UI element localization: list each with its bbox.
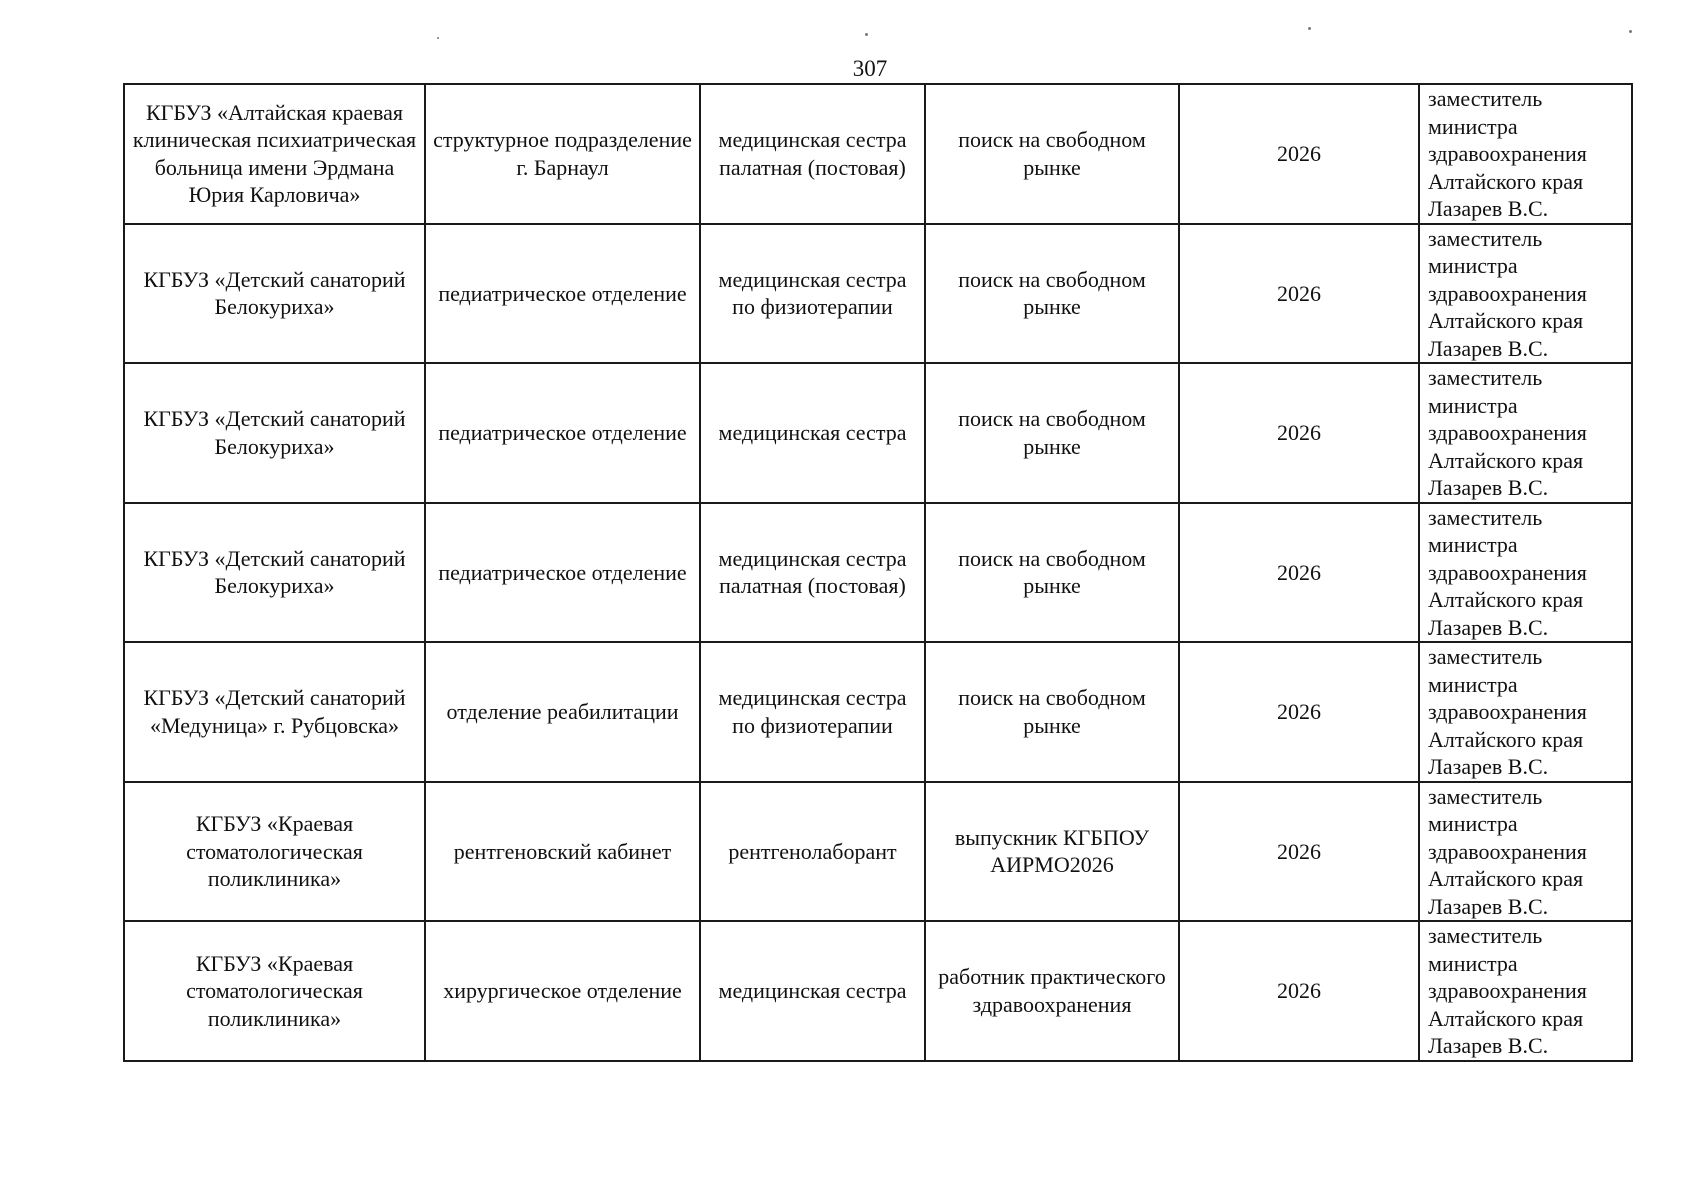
department-cell	[425, 224, 700, 364]
scan-speck	[1308, 27, 1311, 30]
year-text: 2026	[1277, 699, 1321, 724]
source-text: выпускник КГБПОУ АИРМО2026	[954, 824, 1150, 878]
department-cell	[425, 642, 700, 782]
position-cell	[700, 224, 925, 364]
department-text: отделение реабилитации	[446, 699, 679, 724]
position-text: медицинская сестра	[718, 978, 907, 1003]
page-number: 307	[852, 56, 888, 81]
department-text: педиатрическое отделение	[438, 559, 687, 585]
source-cell	[925, 503, 1179, 643]
year-text: 2026	[1277, 978, 1321, 1003]
year-text: 2026	[1277, 420, 1321, 445]
position-cell	[700, 363, 925, 503]
source-text: поиск на свободном рынке	[958, 127, 1146, 180]
scan-speck	[1629, 30, 1632, 33]
organization-cell	[124, 642, 425, 782]
position-cell	[700, 503, 925, 643]
organization-text: КГБУЗ «Детский санаторий «Медуница» г. Рубцовска»	[143, 685, 406, 738]
department-text: хирургическое отделение	[443, 978, 682, 1003]
source-text: поиск на свободном рынке	[958, 406, 1146, 459]
source-cell	[925, 224, 1179, 364]
source-cell	[925, 363, 1179, 503]
position-text: медицинская сестра палатная (постовая)	[718, 545, 907, 599]
department-cell	[425, 782, 700, 922]
year-cell	[1179, 782, 1419, 922]
table-row	[124, 363, 1632, 503]
table-row	[124, 503, 1632, 643]
positions-table	[123, 83, 1633, 1062]
organization-text: КГБУЗ «Детский санаторий Белокуриха»	[143, 266, 406, 320]
year-text: 2026	[1277, 280, 1321, 306]
organization-cell	[124, 503, 425, 643]
department-text: структурное подразделение г. Барнаул	[433, 127, 692, 180]
position-cell	[700, 642, 925, 782]
responsible-cell	[1419, 782, 1632, 922]
department-cell	[425, 921, 700, 1061]
source-text: поиск на свободном рынке	[958, 685, 1146, 738]
year-cell	[1179, 503, 1419, 643]
source-text: поиск на свободном рынке	[958, 266, 1146, 320]
responsible-text: заместитель министра здравоохранения Алтайского края Лазарев В.С.	[1428, 923, 1587, 1058]
year-cell	[1179, 921, 1419, 1061]
responsible-text: заместитель министра здравоохранения Алтайского края Лазарев В.С.	[1428, 504, 1587, 640]
department-text: педиатрическое отделение	[438, 420, 687, 445]
position-text: медицинская сестра	[718, 420, 907, 445]
position-text: медицинская сестра по физиотерапии	[718, 266, 907, 320]
responsible-text: заместитель министра здравоохранения Алтайского края Лазарев В.С.	[1428, 365, 1587, 500]
responsible-text: заместитель министра здравоохранения Алтайского края Лазарев В.С.	[1428, 783, 1587, 919]
position-cell	[700, 921, 925, 1061]
table-row	[124, 782, 1632, 922]
position-cell	[700, 782, 925, 922]
table-row	[124, 224, 1632, 364]
organization-cell	[124, 782, 425, 922]
responsible-cell	[1419, 84, 1632, 224]
source-text: поиск на свободном рынке	[958, 545, 1146, 599]
scan-speck	[437, 37, 439, 39]
responsible-text: заместитель министра здравоохранения Алтайского края Лазарев В.С.	[1428, 225, 1587, 361]
position-text: медицинская сестра по физиотерапии	[718, 685, 907, 738]
year-cell	[1179, 642, 1419, 782]
department-text: педиатрическое отделение	[438, 280, 687, 306]
table-row	[124, 921, 1632, 1061]
organization-cell	[124, 921, 425, 1061]
department-cell	[425, 363, 700, 503]
department-cell	[425, 84, 700, 224]
organization-text: КГБУЗ «Краевая стоматологическая поликлиника»	[186, 811, 363, 891]
year-cell	[1179, 363, 1419, 503]
source-text: работник практического здравоохранения	[938, 964, 1166, 1017]
year-text: 2026	[1277, 559, 1321, 585]
position-text: медицинская сестра палатная (постовая)	[718, 127, 907, 180]
source-cell	[925, 782, 1179, 922]
responsible-cell	[1419, 363, 1632, 503]
scan-speck	[865, 33, 868, 36]
department-text: рентгеновский кабинет	[453, 838, 672, 864]
organization-cell	[124, 224, 425, 364]
source-cell	[925, 642, 1179, 782]
year-cell	[1179, 84, 1419, 224]
organization-text: КГБУЗ «Алтайская краевая клиническая психиатрическая больница имени Эрдмана Юрия Карловича»	[132, 99, 417, 208]
responsible-cell	[1419, 503, 1632, 643]
year-text: 2026	[1277, 838, 1321, 864]
responsible-cell	[1419, 921, 1632, 1061]
table-row	[124, 642, 1632, 782]
organization-text: КГБУЗ «Детский санаторий Белокуриха»	[143, 545, 406, 599]
organization-cell	[124, 363, 425, 503]
year-text: 2026	[1277, 141, 1321, 166]
responsible-text: заместитель министра здравоохранения Алтайского края Лазарев В.С.	[1428, 644, 1587, 779]
organization-cell	[124, 84, 425, 224]
position-text: рентгенолаборант	[728, 838, 897, 864]
responsible-cell	[1419, 224, 1632, 364]
organization-text: КГБУЗ «Краевая стоматологическая поликлиника»	[186, 950, 363, 1031]
source-cell	[925, 84, 1179, 224]
responsible-cell	[1419, 642, 1632, 782]
organization-text: КГБУЗ «Детский санаторий Белокуриха»	[143, 406, 406, 459]
department-cell	[425, 503, 700, 643]
position-cell	[700, 84, 925, 224]
source-cell	[925, 921, 1179, 1061]
year-cell	[1179, 224, 1419, 364]
responsible-text: заместитель министра здравоохранения Алтайского края Лазарев В.С.	[1428, 86, 1587, 221]
table-row	[124, 84, 1632, 224]
